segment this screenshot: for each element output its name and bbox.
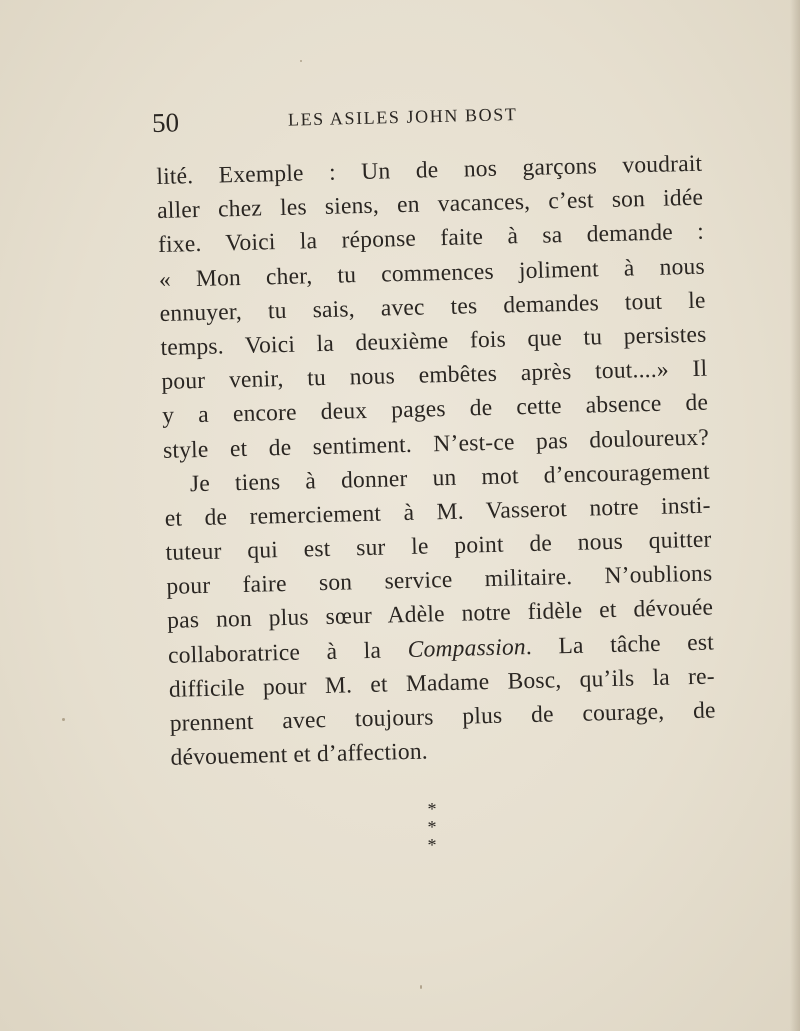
text-segment: collaboratrice à la bbox=[167, 637, 382, 669]
page-edge-shadow bbox=[790, 0, 800, 1031]
paper-speck bbox=[420, 985, 422, 989]
paragraph-start-line: Je tiens à donner un mot d’encouragement bbox=[189, 458, 711, 497]
text-line: tuteur qui est sur le point de nous quitter bbox=[165, 526, 712, 566]
text-line: pas non plus sœur Adèle notre fidèle et dévouée bbox=[166, 594, 714, 635]
text-line: et de remerciement à M. Vasserot notre insti- bbox=[164, 492, 711, 532]
text-line: « Mon cher, tu commences joliment à nous bbox=[158, 253, 706, 293]
italic-title: Compassion bbox=[407, 633, 527, 663]
page-number: 50 bbox=[151, 107, 180, 138]
text-line: ennuyer, tu sais, avec tes demandes tout le bbox=[159, 287, 706, 327]
text-line: lité. Exemple : Un de nos garçons voudrait bbox=[156, 150, 703, 190]
text-line: pour venir, tu nous embêtes après tout....» Il bbox=[161, 355, 708, 396]
asterism-top: * bbox=[427, 799, 437, 819]
text-line: aller chez les siens, en vacances, c’est son idée bbox=[156, 184, 704, 225]
asterism-bottom: * * bbox=[427, 817, 443, 855]
body-text bbox=[156, 147, 717, 776]
paragraph-end-line: dévouement et d’affection. bbox=[170, 738, 429, 772]
text-line: y a encore deux pages de cette absence de bbox=[161, 389, 709, 430]
text-line: difficile pour M. et Madame Bosc, qu’ils la re- bbox=[168, 663, 716, 703]
text-line: fixe. Voici la réponse faite à sa demande : bbox=[157, 219, 705, 259]
paper-speck bbox=[300, 60, 302, 62]
asterism-ornament bbox=[412, 799, 452, 855]
text-line: prennent avec toujours plus de courage, de bbox=[169, 697, 716, 737]
page-header bbox=[152, 98, 563, 138]
paper-speck bbox=[62, 718, 65, 721]
text-segment: . La tâche est bbox=[525, 629, 715, 660]
text-line: temps. Voici la deuxième fois que tu persistes bbox=[160, 321, 707, 361]
running-head: LES ASILES JOHN BOST bbox=[287, 104, 518, 130]
text-line: pour faire son service militaire. N’oublions bbox=[166, 560, 713, 601]
text-line: style et de sentiment. N’est-ce pas douloureux? bbox=[162, 424, 710, 464]
